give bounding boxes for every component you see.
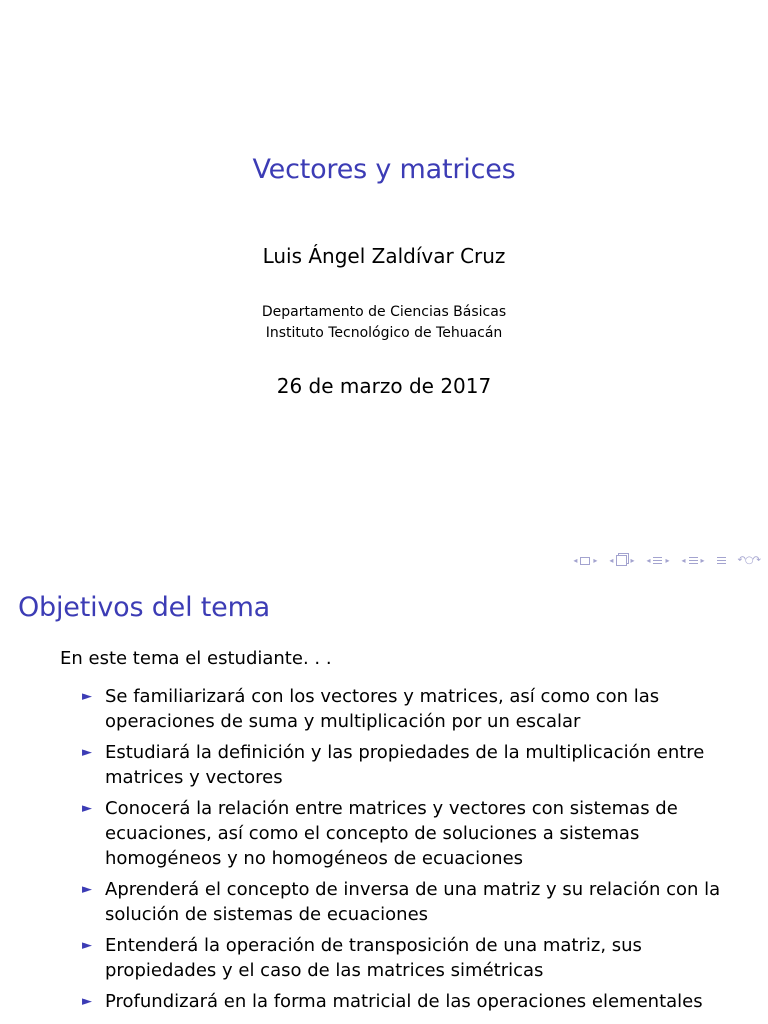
presentation-date: 26 de marzo de 2017 [276,374,492,398]
list-item-text: Aprenderá el concepto de inversa de una matriz y su relación con la solución de sistemas de ecuaciones [105,879,721,925]
nav-subsection-icon[interactable]: ◂ ▸ [609,556,635,565]
beamer-navigation-bar [573,555,760,566]
frame-title: Objetivos del tema [18,592,271,623]
list-item [82,877,722,927]
nav-toc-icon[interactable] [717,557,726,564]
list-item-text: Entenderá la operación de transposición de una matriz, sus propiedades y el caso de las matrices simétricas [105,935,642,981]
list-item [82,740,722,790]
list-item-text: Conocerá la relación entre matrices y vectores con sistemas de ecuaciones, así como el concepto de soluciones a sistemas homogéneos y no homogéneos de ecuaciones [105,798,678,869]
author-name: Luis Ángel Zaldívar Cruz [262,244,506,268]
intro-text: En este tema el estudiante. . . [60,648,332,669]
institute-name: Instituto Tecnológico de Tehuacán [265,325,503,341]
nav-search-icon[interactable]: ↶○↷ [737,555,760,566]
triangle-bullet-icon: ► [82,882,92,897]
list-item-text: Estudiará la definición y las propiedades de la multiplicación entre matrices y vectores [105,742,705,788]
presentation-title: Vectores y matrices [252,154,516,185]
department-name: Departamento de Ciencias Básicas [261,304,507,320]
objectives-slide [0,576,768,1024]
triangle-bullet-icon: ► [82,938,92,953]
nav-subsection-list-icon[interactable]: ◂ ▸ [681,556,705,565]
triangle-bullet-icon: ► [82,994,92,1009]
triangle-bullet-icon: ► [82,745,92,760]
triangle-bullet-icon: ► [82,689,92,704]
list-item [82,933,722,983]
list-item [82,796,722,871]
triangle-bullet-icon: ► [82,801,92,816]
nav-section-icon[interactable]: ◂ ▸ [646,556,670,565]
nav-frame-icon[interactable]: ◂ ▸ [573,556,598,565]
list-item-text: Se familiarizará con los vectores y matrices, así como con las operaciones de suma y multiplicación por un escalar [105,686,660,732]
list-item [82,684,722,734]
objectives-list [82,684,722,1020]
list-item-text: Profundizará en la forma matricial de las operaciones elementales [105,991,703,1012]
list-item [82,989,722,1014]
institute-block [0,302,768,344]
